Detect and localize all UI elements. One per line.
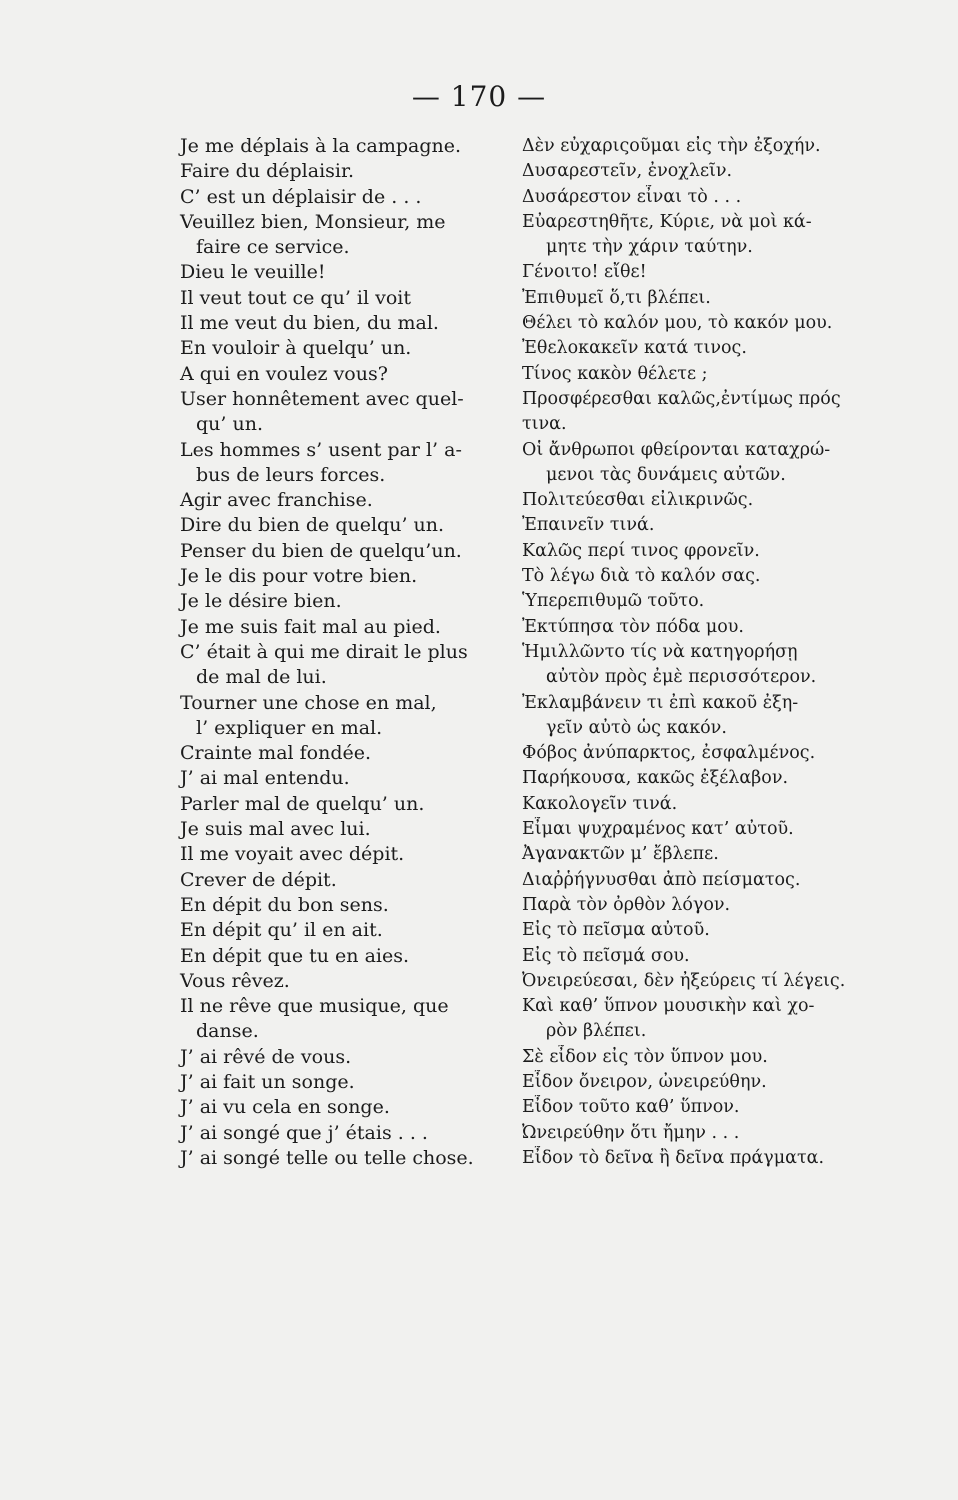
phrase-row bbox=[172, 564, 872, 589]
phrase-row bbox=[172, 918, 872, 943]
greek-phrase: Ἀγανακτῶν μ’ ἔβλεπε. bbox=[522, 844, 719, 865]
french-phrase: Dire du bien de quelqu’ un. bbox=[180, 514, 445, 537]
phrase-row bbox=[172, 716, 872, 741]
greek-phrase: Εἶδον ὄνειρον, ὠνειρεύθην. bbox=[522, 1071, 767, 1092]
french-phrase: Je le dis pour votre bien. bbox=[180, 565, 418, 588]
french-phrase: Je suis mal avec lui. bbox=[180, 818, 371, 841]
greek-phrase: Οἱ ἄνθρωποι φθείρονται καταχρώ- bbox=[522, 439, 831, 460]
phrase-row bbox=[172, 969, 872, 994]
greek-phrase: Εὐαρεστηθῆτε, Κύριε, νὰ μοὶ κά- bbox=[522, 211, 812, 232]
greek-phrase: Δὲν εὐχαριςοῦμαι εἰς τὴν ἐξοχήν. bbox=[522, 136, 821, 156]
phrase-row bbox=[172, 235, 872, 260]
french-phrase: Crever de dépit. bbox=[180, 868, 337, 891]
french-phrase: Il me voyait avec dépit. bbox=[180, 843, 405, 866]
greek-phrase: Κακολογεῖν τινά. bbox=[522, 793, 678, 814]
phrase-row bbox=[172, 766, 872, 791]
phrase-row bbox=[172, 1045, 872, 1070]
french-phrase: Veuillez bien, Monsieur, me bbox=[180, 210, 446, 233]
phrase-row bbox=[172, 159, 872, 184]
phrase-row bbox=[172, 792, 872, 817]
french-phrase: Dieu le veuille! bbox=[180, 261, 326, 284]
phrase-row bbox=[172, 589, 872, 614]
french-phrase: l’ expliquer en mal. bbox=[196, 716, 383, 739]
phrase-row bbox=[172, 640, 872, 665]
phrase-row bbox=[172, 615, 872, 640]
french-phrase: En dépit que tu en aies. bbox=[180, 944, 410, 967]
phrase-row bbox=[172, 1019, 872, 1044]
greek-phrase: Ὑπερεπιθυμῶ τοῦτο. bbox=[522, 591, 705, 612]
phrase-row bbox=[172, 210, 872, 235]
french-phrase: faire ce service. bbox=[196, 236, 350, 259]
french-phrase: J’ ai rêvé de vous. bbox=[180, 1045, 352, 1068]
phrase-row bbox=[172, 488, 872, 513]
phrase-row bbox=[172, 311, 872, 336]
phrase-row bbox=[172, 665, 872, 690]
greek-phrase: Εἶδον τοῦτο καθ’ ὕπνον. bbox=[522, 1097, 740, 1118]
greek-phrase: Ὠνειρεύθην ὅτι ἤμην . . . bbox=[522, 1122, 740, 1143]
french-phrase: Je le désire bien. bbox=[180, 590, 342, 613]
phrase-row bbox=[172, 1095, 872, 1120]
french-phrase: En dépit du bon sens. bbox=[180, 893, 389, 916]
french-phrase: Je me déplais à la campagne. bbox=[180, 135, 462, 157]
french-phrase: Il me veut du bien, du mal. bbox=[180, 312, 439, 335]
greek-phrase: Ἡμιλλῶντο τίς νὰ κατηγορήσῃ bbox=[522, 641, 798, 662]
greek-phrase: Καλῶς περί τινος φρονεῖν. bbox=[522, 540, 760, 561]
french-phrase: J’ ai songé telle ou telle chose. bbox=[180, 1146, 474, 1169]
phrase-row bbox=[172, 412, 872, 437]
greek-phrase: μητε τὴν χάριν ταύτην. bbox=[546, 237, 753, 258]
greek-phrase: Πολιτεύεσθαι εἰλικρινῶς. bbox=[522, 490, 754, 511]
phrase-row bbox=[172, 336, 872, 361]
phrase-row bbox=[172, 185, 872, 210]
phrase-row bbox=[172, 1146, 872, 1171]
greek-phrase: Τίνος κακὸν θέλετε ; bbox=[522, 363, 708, 384]
phrase-row bbox=[172, 513, 872, 538]
greek-phrase: Εἶδον τὸ δεῖνα ἢ δεῖνα πράγματα. bbox=[522, 1147, 825, 1168]
phrase-row bbox=[172, 134, 872, 159]
page-number: — 170 — bbox=[411, 80, 547, 113]
greek-phrase: Δυσάρεστον εἶναι τὸ . . . bbox=[522, 186, 742, 207]
phrase-row bbox=[172, 387, 872, 412]
french-phrase: bus de leurs forces. bbox=[196, 463, 386, 486]
greek-phrase: Σὲ εἶδον εἰς τὸν ὕπνον μου. bbox=[522, 1046, 768, 1067]
greek-phrase: Καὶ καθ’ ὕπνον μουσικὴν καὶ χο- bbox=[522, 996, 815, 1017]
french-phrase: J’ ai songé que j’ étais . . . bbox=[180, 1121, 428, 1144]
french-phrase: danse. bbox=[196, 1020, 259, 1043]
french-phrase: J’ ai mal entendu. bbox=[180, 767, 350, 790]
french-phrase: Agir avec franchise. bbox=[180, 489, 373, 512]
greek-phrase: Παρήκουσα, κακῶς ἐξέλαβον. bbox=[522, 768, 789, 789]
phrase-row bbox=[172, 362, 872, 387]
french-phrase: C’ était à qui me dirait le plus bbox=[180, 640, 468, 663]
greek-phrase: Γένοιτο! εἴθε! bbox=[522, 262, 647, 283]
phrase-row bbox=[172, 438, 872, 463]
greek-phrase: Ἐκτύπησα τὸν πόδα μου. bbox=[522, 616, 744, 637]
greek-phrase: Ἐπαινεῖν τινά. bbox=[522, 515, 655, 536]
french-phrase: de mal de lui. bbox=[196, 666, 327, 689]
french-phrase: Je me suis fait mal au pied. bbox=[180, 615, 441, 638]
phrase-row bbox=[172, 1121, 872, 1146]
greek-phrase: Παρὰ τὸν ὀρθὸν λόγον. bbox=[522, 894, 731, 915]
french-phrase: Crainte mal fondée. bbox=[180, 742, 372, 765]
greek-phrase: Ἐκλαμβάνειν τι ἐπὶ κακοῦ ἐξη- bbox=[522, 692, 799, 713]
phrase-row bbox=[172, 1070, 872, 1095]
phrase-row bbox=[172, 944, 872, 969]
french-phrase: Il veut tout ce qu’ il voit bbox=[180, 286, 411, 309]
french-phrase: A qui en voulez vous? bbox=[180, 362, 388, 385]
greek-phrase: Εἶμαι ψυχραμένος κατ’ αὐτοῦ. bbox=[522, 819, 794, 840]
greek-phrase: γεῖν αὐτὸ ὡς κακόν. bbox=[546, 717, 727, 738]
french-phrase: Les hommes s’ usent par l’ a- bbox=[180, 438, 462, 461]
french-phrase: Penser du bien de quelqu’un. bbox=[180, 539, 462, 562]
greek-phrase: ρὸν βλέπει. bbox=[546, 1021, 647, 1042]
french-phrase: Parler mal de quelqu’ un. bbox=[180, 792, 425, 815]
french-phrase: Il ne rêve que musique, que bbox=[180, 995, 449, 1018]
phrase-row bbox=[172, 741, 872, 766]
phrase-list bbox=[172, 134, 872, 1171]
phrase-row bbox=[172, 868, 872, 893]
greek-phrase: Ἐθελοκακεῖν κατά τινος. bbox=[522, 338, 747, 359]
greek-phrase: τινα. bbox=[522, 414, 567, 435]
french-phrase: En dépit qu’ il en ait. bbox=[180, 919, 383, 942]
greek-phrase: Προσφέρεσθαι καλῶς,ἐντίμως πρός bbox=[522, 388, 841, 409]
french-phrase: J’ ai fait un songe. bbox=[180, 1070, 355, 1093]
french-phrase: Vous rêvez. bbox=[180, 969, 290, 992]
phrase-row bbox=[172, 994, 872, 1019]
phrase-row bbox=[172, 260, 872, 285]
french-phrase: C’ est un déplaisir de . . . bbox=[180, 185, 422, 208]
french-phrase: J’ ai vu cela en songe. bbox=[180, 1096, 390, 1119]
french-phrase: qu’ un. bbox=[196, 413, 263, 436]
greek-phrase: Εἰς τὸ πεῖσμα αὐτοῦ. bbox=[522, 920, 710, 941]
phrase-row bbox=[172, 286, 872, 311]
phrase-row bbox=[172, 539, 872, 564]
phrase-row bbox=[172, 817, 872, 842]
greek-phrase: μενοι τὰς δυνάμεις αὐτῶν. bbox=[546, 464, 786, 485]
greek-phrase: Ἐπιθυμεῖ ὅ,τι βλέπει. bbox=[522, 287, 711, 308]
french-phrase: Tourner une chose en mal, bbox=[180, 691, 437, 714]
phrase-row bbox=[172, 893, 872, 918]
greek-phrase: Ὀνειρεύεσαι, δὲν ἠξεύρεις τί λέγεις. bbox=[522, 970, 846, 991]
greek-phrase: Εἰς τὸ πεῖσμά σου. bbox=[522, 945, 690, 966]
phrase-row bbox=[172, 691, 872, 716]
greek-phrase: Τὸ λέγω διὰ τὸ καλόν σας. bbox=[522, 566, 761, 587]
french-phrase: User honnêtement avec quel- bbox=[180, 387, 464, 410]
greek-phrase: Φόβος ἀνύπαρκτος, ἐσφαλμένος. bbox=[522, 743, 816, 764]
french-phrase: Faire du déplaisir. bbox=[180, 160, 355, 183]
greek-phrase: Θέλει τὸ καλόν μου, τὸ κακόν μου. bbox=[522, 313, 833, 334]
greek-phrase: αὐτὸν πρὸς ἐμὲ περισσότερον. bbox=[546, 667, 817, 688]
greek-phrase: Δυσαρεστεῖν, ἐνοχλεῖν. bbox=[522, 161, 733, 182]
phrase-row bbox=[172, 463, 872, 488]
french-phrase: En vouloir à quelqu’ un. bbox=[180, 337, 412, 360]
greek-phrase: Διαῤῥήγνυσθαι ἀπὸ πείσματος. bbox=[522, 869, 801, 890]
phrase-row bbox=[172, 842, 872, 867]
